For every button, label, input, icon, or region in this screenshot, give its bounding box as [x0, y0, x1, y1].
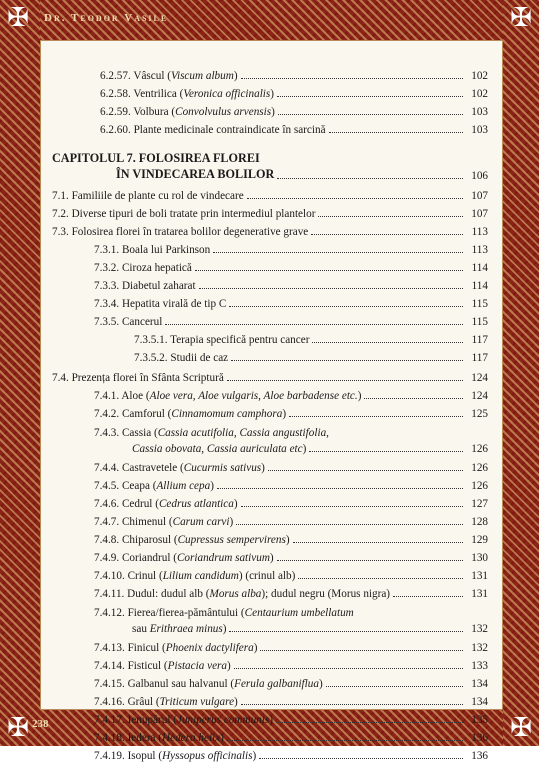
toc-page-number: 131	[471, 570, 488, 582]
toc-entry	[132, 619, 488, 635]
toc-entry	[94, 476, 488, 492]
toc-page-number: 115	[471, 298, 488, 310]
ornamental-border-right	[503, 0, 539, 746]
toc-entry	[52, 368, 488, 384]
toc-entry	[94, 710, 488, 726]
toc-entry-title: 7.3.4. Hepatita virală de tip C	[94, 298, 227, 310]
dot-leader	[229, 305, 463, 307]
toc-page-number: 114	[471, 262, 488, 274]
toc-page-number: 129	[471, 534, 488, 546]
toc-entry-title: 6.2.59. Volbura (Convolvulus arvensis)	[100, 106, 275, 118]
toc-entry-title: 7.4.6. Cedrul (Cedrus atlantica)	[94, 498, 238, 510]
dot-leader	[247, 197, 463, 199]
toc-entry-title: 7.4. Prezența florei în Sfânta Scriptură	[52, 372, 224, 384]
toc-entry	[132, 439, 488, 455]
toc-page-number: 115	[471, 316, 488, 328]
dot-leader	[293, 541, 463, 543]
toc-page-number: 131	[471, 588, 488, 600]
toc-entry-title: 6.2.60. Plante medicinale contraindicate în sarcină	[100, 124, 326, 136]
toc-entry-title: 7.4.2. Camforul (Cinnamomum camphora)	[94, 408, 287, 420]
toc-entry-title: 7.4.13. Finicul (Phoenix dactylifera)	[94, 642, 258, 654]
toc-entry-title: 7.3.2. Ciroza hepatică	[94, 262, 192, 274]
toc-entry	[52, 222, 488, 238]
toc-entry	[94, 656, 488, 672]
toc-entry-title: 7.4.10. Crinul (Lilium candidum) (crinul alb)	[94, 570, 296, 582]
dot-leader	[309, 450, 463, 452]
toc-entry-title: 7.4.3. Cassia (Cassia acutifolia, Cassia angustifolia,	[94, 427, 329, 439]
toc-entry-title: 7.4.1. Aloe (Aloe vera, Aloe vulgaris, Aloe barbadense etc.)	[94, 390, 362, 402]
dot-leader	[298, 577, 463, 579]
maltese-cross-icon: ✠	[510, 713, 532, 743]
toc-entry	[94, 584, 488, 600]
toc-entry	[52, 204, 488, 220]
toc-entry	[94, 692, 488, 708]
toc-entry	[94, 603, 488, 619]
dot-leader	[259, 757, 463, 759]
dot-leader	[329, 131, 463, 133]
toc-entry-title: 7.3.5.1. Terapia specifică pentru cancer	[134, 334, 310, 346]
dot-leader	[311, 233, 463, 235]
toc-entry-title: 7.3.5.2. Studii de caz	[134, 352, 229, 364]
toc-entry-title: 7.4.11. Dudul: dudul alb (Morus alba); dudul negru (Morus nigra)	[94, 588, 391, 600]
toc-page-number: 102	[471, 70, 488, 82]
toc-page-number: 103	[471, 106, 488, 118]
dot-leader	[241, 505, 463, 507]
toc-entry	[116, 166, 488, 182]
dot-leader	[234, 667, 463, 669]
toc-entry	[94, 548, 488, 564]
toc-entry-title: 7.3.1. Boala lui Parkinson	[94, 244, 211, 256]
toc-entry	[94, 746, 488, 762]
toc-entry-title: ÎN VINDECAREA BOLILOR	[116, 167, 275, 181]
toc-page-number: 127	[471, 498, 488, 510]
dot-leader	[260, 649, 463, 651]
toc-entry	[94, 512, 488, 528]
toc-page-number: 102	[471, 88, 488, 100]
toc-entry	[94, 240, 488, 256]
toc-entry	[134, 330, 488, 346]
toc-entry	[94, 276, 488, 292]
toc-page-number: 117	[471, 352, 488, 364]
toc-entry	[94, 566, 488, 582]
toc-entry-title: 7.4.18. Iedera (Hedera helix)	[94, 732, 224, 744]
toc-entry	[100, 102, 488, 118]
dot-leader	[199, 287, 463, 289]
toc-entry	[94, 458, 488, 474]
toc-entry-title: 7.4.5. Ceapa (Allium cepa)	[94, 480, 214, 492]
dot-leader	[195, 269, 463, 271]
toc-entry-title: 7.4.16. Grâul (Triticum vulgare)	[94, 696, 238, 708]
toc-entry-title: 7.3.5. Cancerul	[94, 316, 163, 328]
toc-page-number: 134	[471, 696, 488, 708]
dot-leader	[276, 721, 463, 723]
toc-entry-title: 7.4.19. Isopul (Hyssopus officinalis)	[94, 750, 257, 762]
toc-page-number: 130	[471, 552, 488, 564]
toc-entry	[94, 530, 488, 546]
toc-page-number: 136	[471, 732, 488, 744]
dot-leader	[231, 359, 463, 361]
toc-entry-title: 7.4.7. Chimenul (Carum carvi)	[94, 516, 234, 528]
dot-leader	[241, 77, 463, 79]
toc-entry-title: 7.1. Familiile de plante cu rol de vindecare	[52, 190, 244, 202]
toc-page-number: 133	[471, 660, 488, 672]
toc-entry-title: 7.4.15. Galbanul sau halvanul (Ferula galbaniflua)	[94, 678, 323, 690]
toc-entry-title: 6.2.58. Ventrilica (Veronica officinalis)	[100, 88, 275, 100]
toc-page-number: 107	[471, 208, 488, 220]
toc-page-number: 132	[471, 623, 488, 635]
toc-entry	[94, 423, 488, 439]
toc-page-number: 128	[471, 516, 488, 528]
dot-leader	[227, 739, 463, 741]
toc-entry	[94, 258, 488, 274]
toc-page-number: 134	[471, 678, 488, 690]
toc-entry-title: 7.4.12. Fierea/fierea-pământului (Centaurium umbellatum	[94, 607, 354, 619]
toc-page-number: 132	[471, 642, 488, 654]
toc-page-number: 124	[471, 372, 488, 384]
toc-entry	[100, 66, 488, 82]
dot-leader	[277, 177, 463, 179]
toc-entry	[94, 404, 488, 420]
toc-entry	[94, 674, 488, 690]
toc-page-number: 126	[471, 443, 488, 455]
maltese-cross-icon: ✠	[510, 3, 532, 33]
toc-page-number: 126	[471, 462, 488, 474]
toc-entry	[94, 312, 488, 328]
toc-page-number: 136	[471, 750, 488, 762]
dot-leader	[326, 685, 463, 687]
dot-leader	[277, 95, 463, 97]
dot-leader	[217, 487, 463, 489]
toc-entry	[100, 84, 488, 100]
dot-leader	[268, 469, 463, 471]
toc-page-number: 135	[471, 714, 488, 726]
toc-entry-title: CAPITOLUL 7. FOLOSIREA FLOREI	[52, 151, 260, 165]
toc-entry-title: 7.4.4. Castravetele (Cucurmis sativus)	[94, 462, 265, 474]
maltese-cross-icon: ✠	[7, 3, 29, 33]
dot-leader	[278, 113, 463, 115]
toc-page-number: 113	[471, 226, 488, 238]
toc-entry-title: 6.2.57. Vâscul (Viscum album)	[100, 70, 238, 82]
dot-leader	[227, 379, 463, 381]
dot-leader	[213, 251, 463, 253]
dot-leader	[364, 397, 463, 399]
dot-leader	[277, 559, 463, 561]
page-number: 238	[32, 718, 49, 730]
toc-page-number: 107	[471, 190, 488, 202]
toc-page-number: 117	[471, 334, 488, 346]
toc-entry	[100, 120, 488, 136]
toc-entry-title: 7.3.3. Diabetul zaharat	[94, 280, 196, 292]
toc-entry	[52, 186, 488, 202]
toc-entry	[94, 294, 488, 310]
toc-entry-title: 7.4.9. Coriandrul (Coriandrum sativum)	[94, 552, 274, 564]
toc-entry	[52, 150, 488, 166]
dot-leader	[312, 341, 463, 343]
toc-entry-title: 7.4.14. Fisticul (Pistacia vera)	[94, 660, 231, 672]
toc-page-number: 114	[471, 280, 488, 292]
dot-leader	[241, 703, 463, 705]
dot-leader	[165, 323, 463, 325]
toc-entry-title: 7.4.17. Ienupărul (Juniperus communis)	[94, 714, 273, 726]
maltese-cross-icon: ✠	[7, 713, 29, 743]
dot-leader	[236, 523, 463, 525]
dot-leader	[289, 415, 463, 417]
toc-entry	[94, 728, 488, 744]
ornamental-border-left	[0, 0, 40, 746]
toc-page-number: 124	[471, 390, 488, 402]
toc-entry-title: 7.3. Folosirea florei în tratarea bolilor degenerative grave	[52, 226, 309, 238]
dot-leader	[318, 215, 463, 217]
toc-entry	[94, 638, 488, 654]
running-head: Dr. Teodor Vasile	[44, 12, 169, 24]
toc-entry	[94, 494, 488, 510]
toc-entry-title: 7.4.8. Chiparosul (Cupressus sempervirens)	[94, 534, 290, 546]
toc-page-number: 103	[471, 124, 488, 136]
dot-leader	[393, 595, 463, 597]
toc-entry-title: 7.2. Diverse tipuri de boli tratate prin intermediul plantelor	[52, 208, 316, 220]
toc-entry	[94, 386, 488, 402]
toc-page-number: 126	[471, 480, 488, 492]
toc-entry-title: sau Erithraea minus)	[132, 623, 227, 635]
toc-page-number: 106	[471, 170, 488, 182]
toc-page-number: 113	[471, 244, 488, 256]
toc-entry-title: Cassia obovata, Cassia auriculata etc)	[132, 443, 307, 455]
toc-entry	[134, 348, 488, 364]
toc-page-number: 125	[471, 408, 488, 420]
dot-leader	[229, 630, 463, 632]
